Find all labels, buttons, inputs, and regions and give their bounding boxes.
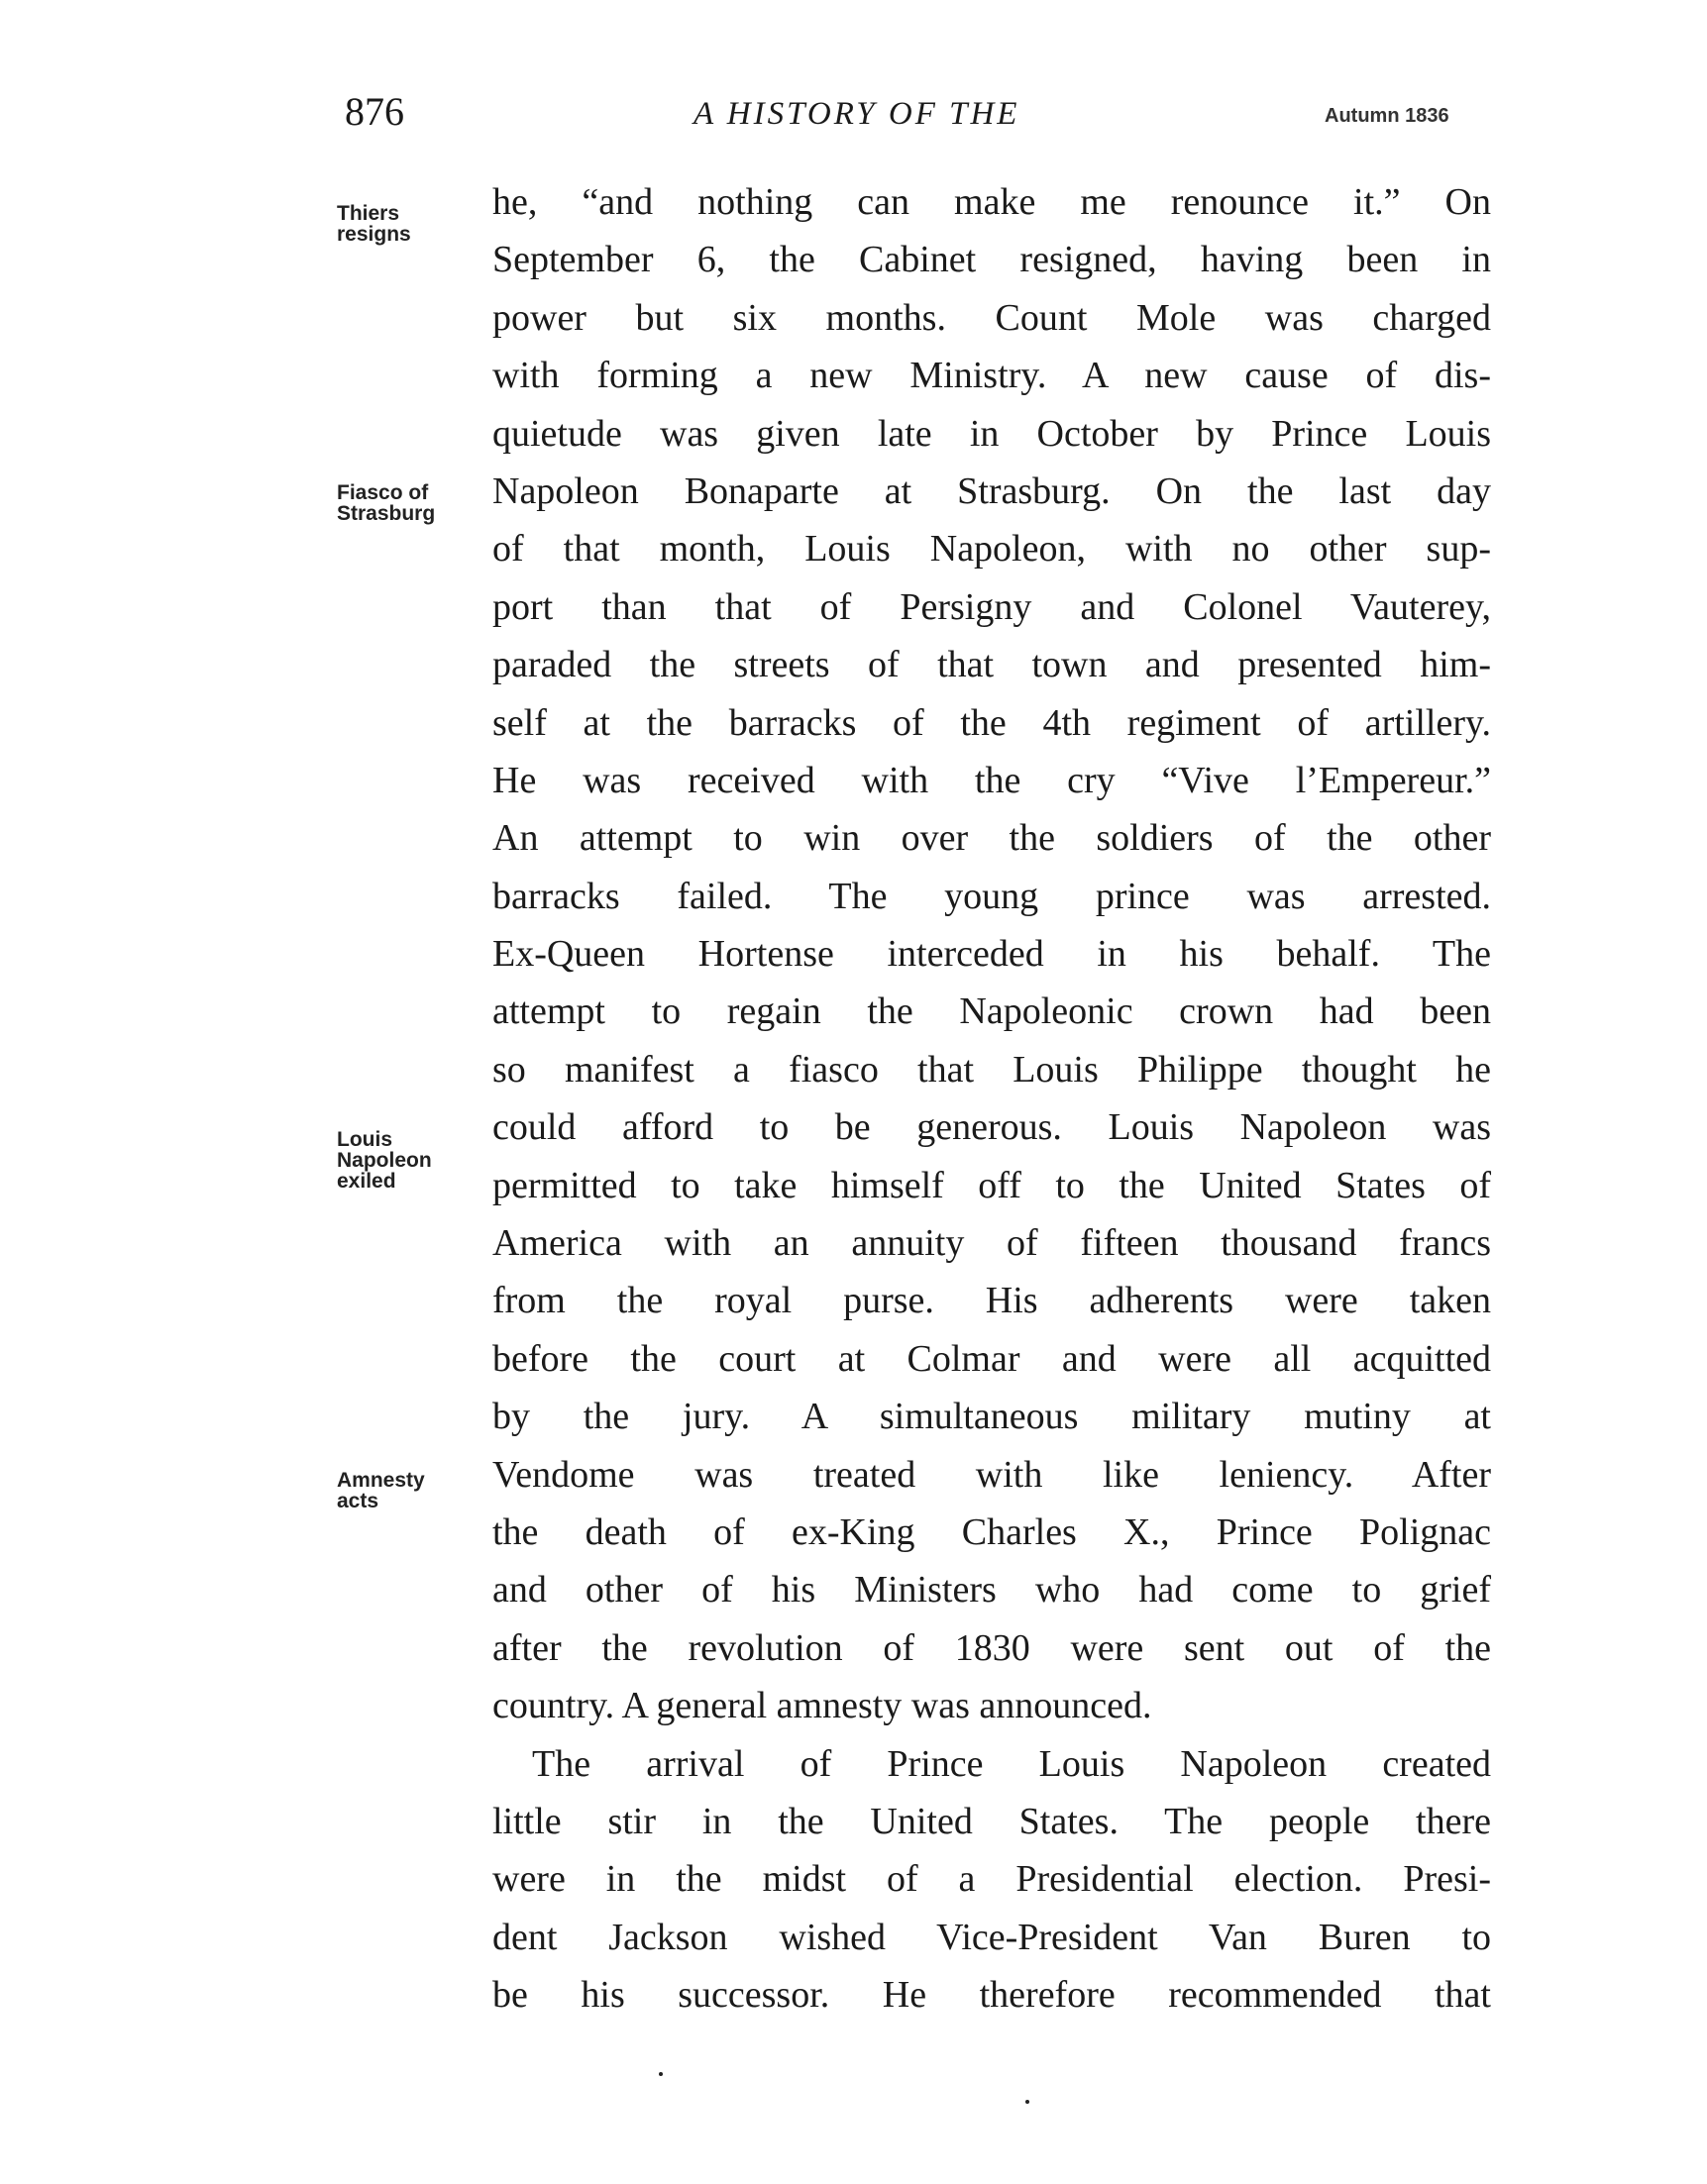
text-line: paraded the streets of that town and presented him- [492,644,1491,686]
text-line: permitted to take himself off to the United States of [492,1164,1491,1206]
sidenote-line: Thiers [337,202,400,225]
text-line: quietude was given late in October by Prince Louis [492,412,1491,455]
text-line: port than that of Persigny and Colonel Vauterey, [492,585,1491,628]
text-line: and other of his Ministers who had come to grief [492,1569,1491,1612]
sidenote-line: acts [337,1490,379,1512]
text-line: An attempt to win over the soldiers of the other [492,817,1491,860]
paragraph-2 [492,1735,1491,2025]
text-line: could afford to be generous. Louis Napoleon was [492,1106,1491,1149]
text-line: by the jury. A simultaneous military mutiny at [492,1396,1491,1438]
sidenote-line: Napoleon [337,1149,432,1172]
text-line: the death of ex-King Charles X., Prince Polignac [492,1510,1491,1553]
text-line: September 6, the Cabinet resigned, having been in [492,239,1491,281]
text-line: The arrival of Prince Louis Napoleon created [532,1742,1491,1785]
sidenote-amnesty-acts [337,1470,476,1511]
text-line: so manifest a fiasco that Louis Philippe thought he [492,1048,1491,1091]
sidenote-thiers-resigns [337,203,476,245]
text-line: country. A general amnesty was announced. [492,1685,1152,1727]
text-line: self at the barracks of the 4th regiment of artillery. [492,701,1491,744]
text-line: Ex-Queen Hortense interceded in his behalf. The [492,933,1491,976]
text-line: America with an annuity of fifteen thousand francs [492,1222,1491,1265]
text-line: Napoleon Bonaparte at Strasburg. On the last day [492,469,1491,512]
page-number: 876 [345,89,404,134]
text-line: attempt to regain the Napoleonic crown had been [492,990,1491,1033]
sidenote-fiasco-of-strasburg [337,482,476,524]
sidenote-line: Strasburg [337,502,436,525]
text-line: be his successor. He therefore recommended that [492,1974,1491,2017]
text-line: after the revolution of 1830 were sent out of the [492,1626,1491,1669]
sidenote-line: Amnesty [337,1469,425,1492]
running-title: A HISTORY OF THE [693,96,1020,132]
sidenote-louis-napoleon-exiled [337,1129,476,1192]
sidenote-line: resigns [337,223,411,246]
text-line: were in the midst of a Presidential election. Presi- [492,1858,1491,1901]
text-line: power but six months. Count Mole was charged [492,296,1491,339]
running-head [0,87,1707,137]
text-line: with forming a new Ministry. A new cause of dis- [492,355,1491,397]
paragraph-1 [492,173,1491,1735]
text-line: little stir in the United States. The people there [492,1800,1491,1842]
print-speck [1025,2100,1029,2104]
body-text [492,173,1491,2025]
text-line: of that month, Louis Napoleon, with no other sup- [492,528,1491,571]
sidenote-line: exiled [337,1170,396,1193]
text-line: he, “and nothing can make me renounce it.” On [492,181,1491,223]
print-speck [659,2072,663,2076]
text-line: from the royal purse. His adherents were taken [492,1280,1491,1322]
text-line: He was received with the cry “Vive l’Empereur.” [492,759,1491,801]
text-line: before the court at Colmar and were all acquitted [492,1337,1491,1380]
sidenote-line: Louis [337,1128,392,1151]
running-date: Autumn 1836 [1325,105,1449,127]
text-line: barracks failed. The young prince was arrested. [492,875,1491,917]
text-line: Vendome was treated with like leniency. After [492,1453,1491,1496]
text-line: dent Jackson wished Vice-President Van Buren to [492,1916,1491,1958]
sidenote-line: Fiasco of [337,481,429,504]
